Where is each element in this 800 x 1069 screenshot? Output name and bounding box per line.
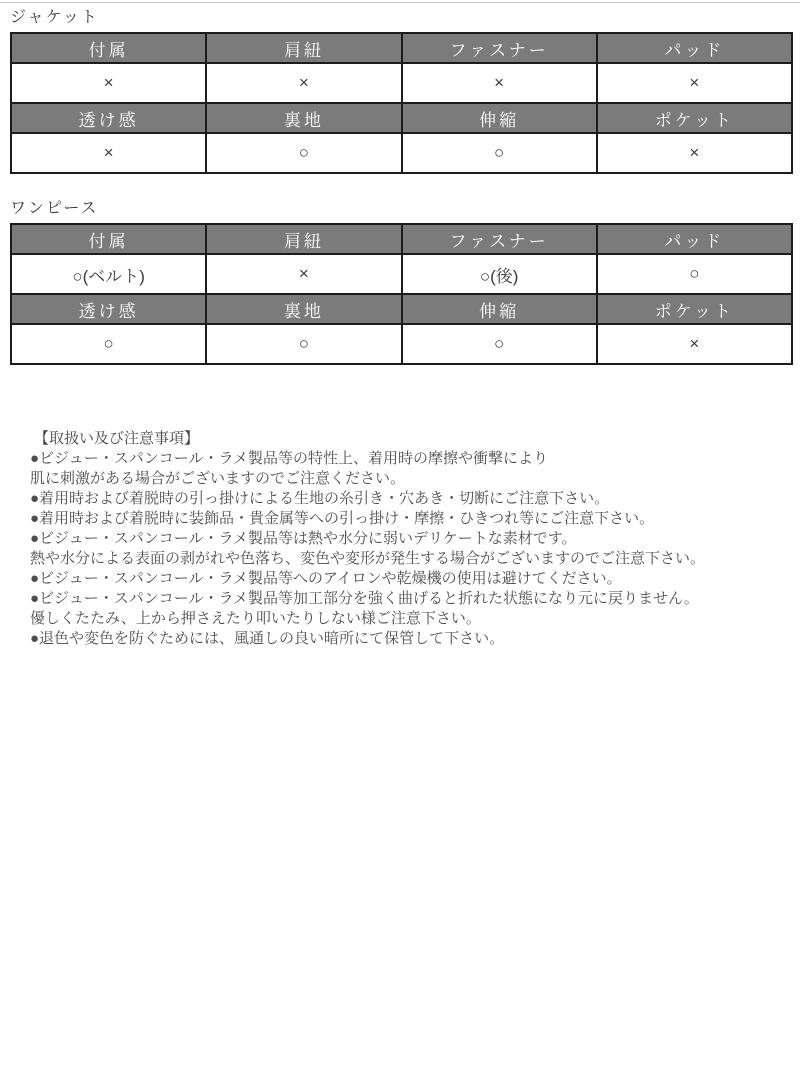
care-notes-heading: 【取扱い及び注意事項】 xyxy=(34,430,200,447)
value-cell-uraji: ○ xyxy=(206,324,401,364)
value-cell-fuzoku: ○(ベルト) xyxy=(11,254,206,294)
table-row-headers xyxy=(11,33,792,63)
table-row-values xyxy=(11,254,792,294)
header-cell-uraji: 裏地 xyxy=(206,294,401,324)
header-cell-fuzoku: 付属 xyxy=(11,33,206,63)
care-note-line: ●着用時および着脱時に装飾品・貴金属等への引っ掛け・摩擦・ひきつれ等にご注意下さい。 xyxy=(30,510,655,527)
header-cell-fastener: ファスナー xyxy=(402,33,597,63)
header-cell-shinshuku: 伸縮 xyxy=(402,103,597,133)
spec-table-onepiece xyxy=(10,223,793,365)
header-cell-pocket: ポケット xyxy=(597,103,792,133)
care-note-line: ●退色や変色を防ぐためには、風通しの良い暗所にて保管して下さい。 xyxy=(30,630,505,647)
care-note-line: 肌に刺激がある場合がございますのでご注意ください。 xyxy=(30,470,406,487)
care-note-line: ●着用時および着脱時の引っ掛けによる生地の糸引き・穴あき・切断にご注意下さい。 xyxy=(30,490,610,507)
header-cell-katahimo: 肩紐 xyxy=(206,224,401,254)
table-title-onepiece: ワンピース xyxy=(10,200,99,217)
table-row-headers xyxy=(11,103,792,133)
value-cell-shinshuku: ○ xyxy=(402,133,597,173)
spec-section-jacket xyxy=(0,8,800,174)
care-note-line: ●ビジュー・スパンコール・ラメ製品等の特性上、着用時の摩擦や衝撃により xyxy=(30,450,549,467)
value-cell-pocket: × xyxy=(597,133,792,173)
value-cell-pocket: × xyxy=(597,324,792,364)
top-divider xyxy=(0,2,800,3)
header-cell-sukekan: 透け感 xyxy=(11,294,206,324)
value-cell-sukekan: × xyxy=(11,133,206,173)
value-cell-pad: × xyxy=(597,63,792,103)
value-cell-katahimo: × xyxy=(206,63,401,103)
header-cell-katahimo: 肩紐 xyxy=(206,33,401,63)
value-cell-uraji: ○ xyxy=(206,133,401,173)
table-row-values xyxy=(11,324,792,364)
table-row-headers xyxy=(11,294,792,324)
value-cell-fuzoku: × xyxy=(11,63,206,103)
product-detail-page xyxy=(0,2,800,649)
table-row-values xyxy=(11,133,792,173)
header-cell-pad: パッド xyxy=(597,224,792,254)
care-note-line: ●ビジュー・スパンコール・ラメ製品等加工部分を強く曲げると折れた状態になり元に戻りません。 xyxy=(30,590,699,607)
header-cell-uraji: 裏地 xyxy=(206,103,401,133)
value-cell-shinshuku: ○ xyxy=(402,324,597,364)
value-cell-pad: ○ xyxy=(597,254,792,294)
spec-section-onepiece xyxy=(0,199,800,365)
value-cell-sukekan: ○ xyxy=(11,324,206,364)
value-cell-fastener: × xyxy=(402,63,597,103)
header-cell-pocket: ポケット xyxy=(597,294,792,324)
care-note-line: ●ビジュー・スパンコール・ラメ製品等は熱や水分に弱いデリケートな素材です。 xyxy=(30,530,577,547)
value-cell-katahimo: × xyxy=(206,254,401,294)
header-cell-shinshuku: 伸縮 xyxy=(402,294,597,324)
header-cell-pad: パッド xyxy=(597,33,792,63)
care-notes xyxy=(30,429,800,649)
table-title-jacket: ジャケット xyxy=(10,9,99,26)
care-note-line: 熱や水分による表面の剥がれや色落ち、変色や変形が発生する場合がございますのでご注意下さい。 xyxy=(30,550,706,567)
table-row-headers xyxy=(11,224,792,254)
value-cell-fastener: ○(後) xyxy=(402,254,597,294)
care-note-line: ●ビジュー・スパンコール・ラメ製品等へのアイロンや乾燥機の使用は避けてください。 xyxy=(30,570,622,587)
spec-table-jacket xyxy=(10,32,793,174)
header-cell-fuzoku: 付属 xyxy=(11,224,206,254)
care-note-line: 優しくたたみ、上から押さえたり叩いたりしない様ご注意下さい。 xyxy=(30,610,481,627)
table-row-values xyxy=(11,63,792,103)
header-cell-sukekan: 透け感 xyxy=(11,103,206,133)
header-cell-fastener: ファスナー xyxy=(402,224,597,254)
